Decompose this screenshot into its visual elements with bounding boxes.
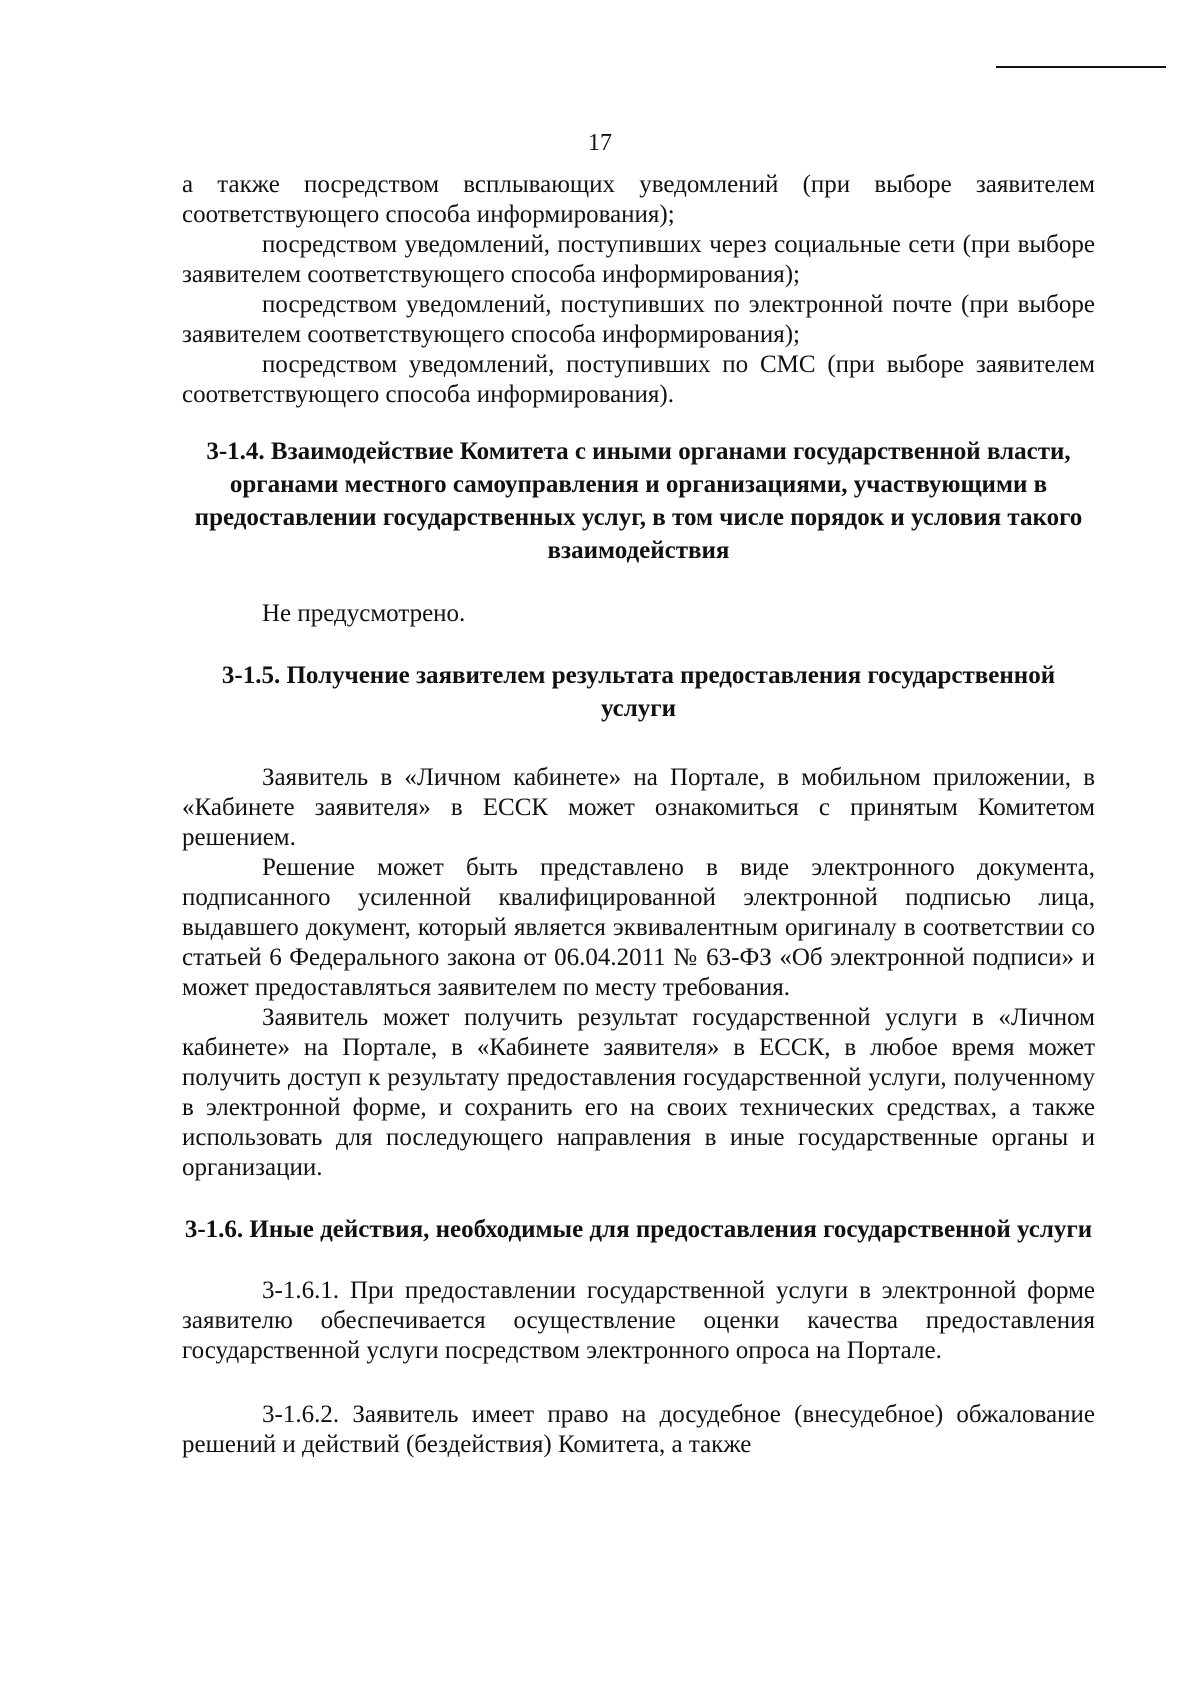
section-3-1-5-heading: 3-1.5. Получение заявителем результата предоставления государственной услуги bbox=[221, 662, 1056, 722]
paragraph-push-notifications: а также посредством всплывающих уведомлений (при выборе заявителем соответствующего способа информирования); bbox=[182, 171, 1095, 228]
section-3-1-6-2-paragraph: 3-1.6.2. Заявитель имеет право на досудебное (внесудебное) обжалование решений и действий (бездействия) Комитета, а также bbox=[182, 1401, 1095, 1458]
section-3-1-5-paragraph: Заявитель в «Личном кабинете» на Портале, в мобильном приложении, в «Кабинете заявителя» в ЕССК может ознакомиться с принятым Комитетом решением. bbox=[182, 764, 1095, 851]
header-rule bbox=[996, 66, 1166, 68]
paragraph-social-networks: посредством уведомлений, поступивших через социальные сети (при выборе заявителем соответствующего способа информирования); bbox=[182, 231, 1095, 288]
section-3-1-6-1-paragraph: 3-1.6.1. При предоставлении государственной услуги в электронной форме заявителю обеспечивается осуществление оценки качества предоставления государственной услуги посредством электронного опроса на Портале. bbox=[182, 1277, 1095, 1364]
section-3-1-4-heading: 3-1.4. Взаимодействие Комитета с иными органами государственной власти, органами местного самоуправления и организациями, участвующими в предоставлении государственных услуг, в том числе порядок и условия такого взаимодействия bbox=[194, 438, 1083, 564]
page-body bbox=[182, 170, 1095, 1460]
section-3-1-4-text: Не предусмотрено. bbox=[262, 600, 466, 627]
section-3-1-5-paragraph: Заявитель может получить результат государственной услуги в «Личном кабинете» на Портале, в «Кабинете заявителя» в ЕССК, в любое время может получить доступ к результату предоставления государственной услуги, полученному в электронной форме, и сохранить его на своих технических средствах, а также использовать для последующего направления в иные государственные органы и организации. bbox=[182, 1004, 1095, 1181]
paragraph-email: посредством уведомлений, поступивших по электронной почте (при выборе заявителем соответствующего способа информирования); bbox=[182, 291, 1095, 348]
section-3-1-5-paragraph: Решение может быть представлено в виде электронного документа, подписанного усиленной квалифицированной электронной подписью лица, выдавшего документ, который является эквивалентным оригиналу в соответствии со статьей 6 Федерального закона от 06.04.2011 № 63-ФЗ «Об электронной подписи» и может предоставляться заявителем по месту требования. bbox=[182, 854, 1095, 1001]
paragraph-sms: посредством уведомлений, поступивших по СМС (при выборе заявителем соответствующего способа информирования). bbox=[182, 351, 1095, 408]
section-3-1-6-heading: 3-1.6. Иные действия, необходимые для предоставления государственной услуги bbox=[184, 1216, 1093, 1243]
page-number: 17 bbox=[588, 130, 612, 156]
